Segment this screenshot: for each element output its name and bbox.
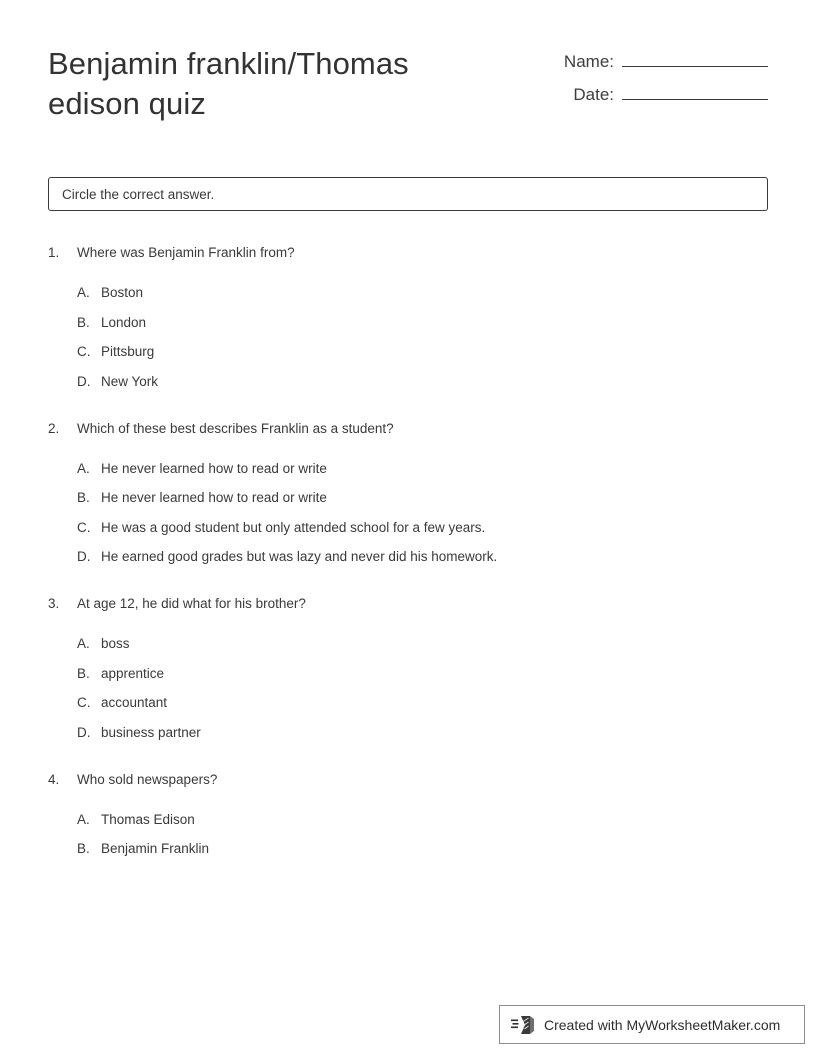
option-letter: B.	[77, 841, 90, 856]
option-text: He earned good grades but was lazy and never did his homework.	[101, 549, 498, 564]
option-text: London	[101, 314, 147, 330]
answer-option[interactable]	[77, 724, 778, 742]
question-number: 3.	[48, 596, 60, 611]
option-text: business partner	[101, 724, 201, 740]
answer-option[interactable]	[77, 284, 778, 302]
option-letter: B.	[77, 314, 90, 330]
option-text: Boston	[101, 285, 144, 300]
answer-option[interactable]	[77, 694, 778, 712]
instruction-box	[48, 177, 768, 211]
question-row	[48, 771, 778, 789]
answer-option[interactable]	[77, 373, 778, 391]
option-text: apprentice	[101, 665, 165, 681]
footer-badge[interactable]	[499, 1005, 805, 1044]
option-text: He never learned how to read or write	[101, 460, 327, 476]
footer-badge-label: Created with MyWorksheetMaker.com	[544, 1016, 781, 1033]
answer-option[interactable]	[77, 519, 778, 537]
worksheet-header	[48, 44, 768, 124]
option-text: New York	[101, 373, 159, 389]
option-letter: C.	[77, 344, 91, 359]
answer-option[interactable]	[77, 840, 778, 858]
name-date-fields	[564, 50, 768, 105]
name-input-line[interactable]	[622, 50, 768, 67]
answer-option[interactable]	[77, 635, 778, 653]
option-letter: D.	[77, 724, 91, 740]
option-letter: A.	[77, 460, 90, 476]
page-title: Benjamin franklin/Thomas edison quiz	[48, 46, 409, 121]
answer-option[interactable]	[77, 665, 778, 683]
answer-option[interactable]	[77, 811, 778, 829]
date-input-line[interactable]	[622, 83, 768, 100]
question-number: 2.	[48, 420, 60, 436]
question-block	[48, 244, 778, 391]
option-letter: A.	[77, 285, 90, 300]
option-text: He was a good student but only attended school for a few years.	[101, 519, 486, 535]
name-label: Name:	[563, 52, 614, 71]
answer-option[interactable]	[77, 460, 778, 478]
option-text: He never learned how to read or write	[101, 490, 327, 505]
option-letter: A.	[77, 636, 90, 651]
option-text: Benjamin Franklin	[101, 841, 210, 856]
question-row	[48, 595, 778, 613]
option-letter: C.	[77, 695, 91, 710]
question-block	[48, 771, 778, 859]
option-letter: D.	[77, 373, 91, 389]
question-text: At age 12, he did what for his brother?	[77, 596, 306, 611]
answer-option[interactable]	[77, 548, 778, 566]
date-label: Date:	[573, 85, 614, 104]
instruction-text: Circle the correct answer.	[62, 186, 215, 202]
date-field-row	[573, 83, 768, 105]
option-text: Thomas Edison	[101, 811, 195, 827]
option-letter: C.	[77, 519, 91, 535]
answer-option[interactable]	[77, 489, 778, 507]
question-block	[48, 595, 778, 742]
questions-list	[48, 244, 778, 887]
answer-option[interactable]	[77, 314, 778, 332]
name-field-row	[564, 50, 768, 72]
option-letter: D.	[77, 549, 91, 564]
option-text: Pittsburg	[101, 344, 155, 359]
question-block	[48, 420, 778, 567]
question-text: Who sold newspapers?	[77, 771, 218, 787]
option-letter: B.	[77, 665, 90, 681]
question-text: Where was Benjamin Franklin from?	[77, 245, 295, 260]
question-row	[48, 420, 778, 438]
question-number: 1.	[48, 245, 60, 260]
option-text: accountant	[101, 695, 168, 710]
answer-option[interactable]	[77, 343, 778, 361]
option-letter: A.	[77, 811, 90, 827]
question-row	[48, 244, 778, 262]
option-letter: B.	[77, 490, 90, 505]
question-number: 4.	[48, 771, 60, 787]
question-text: Which of these best describes Franklin as a student?	[77, 420, 394, 436]
quill-pen-icon	[511, 1014, 537, 1036]
option-text: boss	[101, 636, 130, 651]
